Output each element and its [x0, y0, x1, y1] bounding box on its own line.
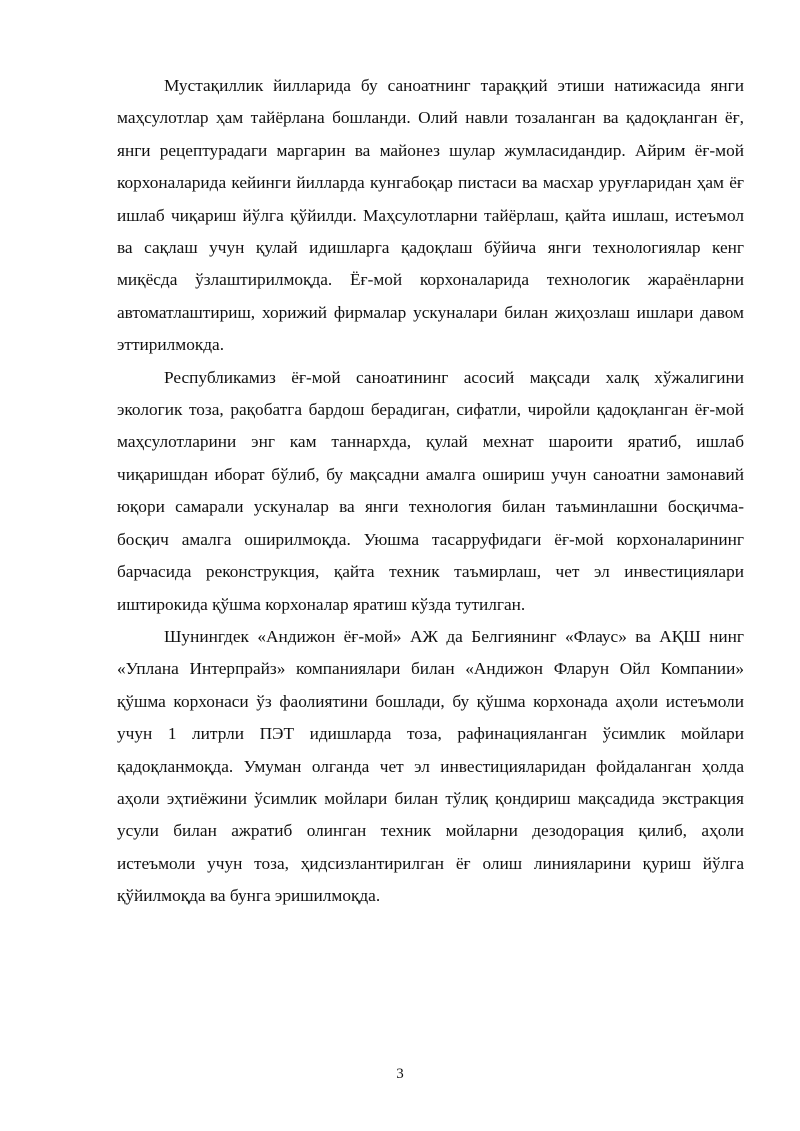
- body-text: [117, 70, 744, 913]
- paragraph-1: Мустақиллик йилларида бу саноатнинг тараққий этиши натижасида янги маҳсулотлар ҳам тайёрлана бошланди. Олий навли тозаланган ва қадоқланган ёғ, янги рецептурадаги маргарин ва майонез шулар жумласидандир. Айрим ёғ-мой корхоналарида кейинги йилларда кунгабоқар пистаси ва масхар уруғларидан ҳам ёғ ишлаб чиқариш йўлга қўйилди. Маҳсулотларни тайёрлаш, қайта ишлаш, истеъмол ва сақлаш учун қулай идишларга қадоқлаш бўйича янги технологиялар кенг миқёсда ўзлаштирилмоқда. Ёғ-мой корхоналарида технологик жараёнларни автоматлаштириш, хорижий фирмалар ускуналари билан жиҳозлаш ишлари давом эттирилмокда.: [117, 76, 744, 355]
- paragraph-3: Шунингдек «Андижон ёғ-мой» АЖ да Белгиянинг «Флаус» ва АҚШ нинг «Уплана Интерпрайз» компаниялари билан «Андижон Фларун Ойл Компании» қўшма корхонаси ўз фаолиятини бошлади, бу қўшма корхонада аҳоли истеъмоли учун 1 литрли ПЭТ идишларда тоза, рафинацияланган ўсимлик мойлари қадоқланмоқда. Умуман олганда чет эл инвестицияларидан фойдаланган ҳолда аҳоли эҳтиёжини ўсимлик мойлари билан тўлиқ қондириш мақсадида экстракция усули билан ажратиб олинган техник мойларни дезодорация қилиб, аҳоли истеъмоли учун тоза, ҳидсизлантирилган ёғ олиш линияларини қуриш йўлга қўйилмоқда ва бунга эришилмоқда.: [117, 626, 744, 906]
- paragraph-2: Республикамиз ёғ-мой саноатининг асосий мақсади халқ хўжалигини экологик тоза, рақобатга бардош берадиган, сифатли, чиройли қадоқланган ёғ-мой маҳсулотларини энг кам таннархда, қулай мехнат шароити яратиб, ишлаб чиқаришдан иборат бўлиб, бу мақсадни амалга ошириш учун саноатни замонавий юқори самарали ускуналар ва янги технология билан таъминлашни босқичма-босқич амалга оширилмоқда. Уюшма тасарруфидаги ёғ-мой корхоналарининг барчасида реконструкция, қайта техник таъмирлаш, чет эл инвестициялари иштирокида қўшма корхоналар яратиш кўзда тутилган.: [117, 367, 744, 614]
- page-number: 3: [396, 1066, 404, 1082]
